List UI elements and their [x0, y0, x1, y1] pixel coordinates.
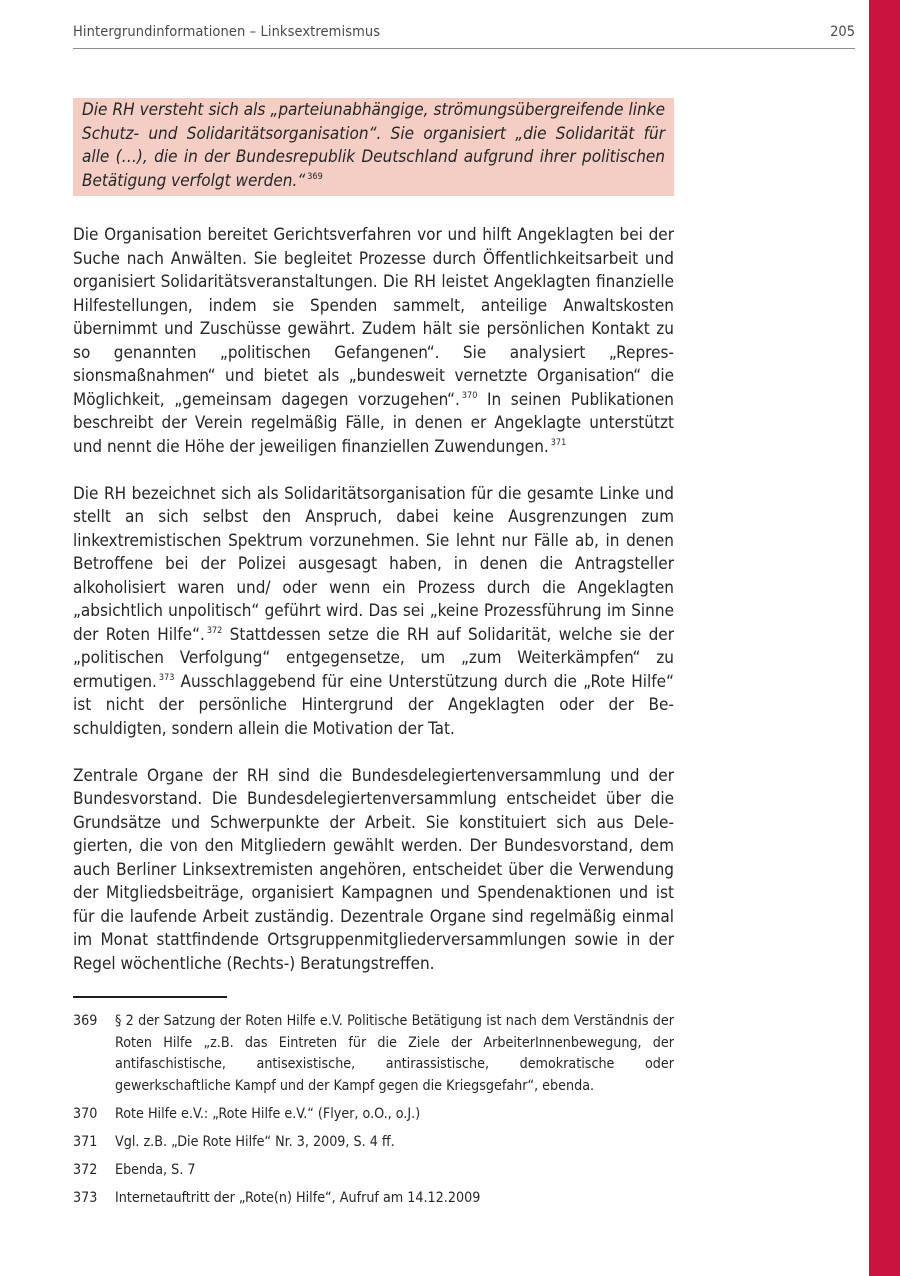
- footnote-item: [73, 1011, 674, 1097]
- footnote-number: 369: [73, 1013, 98, 1029]
- running-header: [73, 22, 855, 49]
- footnote-item: [73, 1132, 674, 1154]
- footnote-item: [73, 1104, 674, 1126]
- footnote-number: 373: [73, 1189, 98, 1206]
- footnote-ref[interactable]: 372: [206, 625, 223, 636]
- body-text: [73, 224, 674, 976]
- body-paragraph: [73, 224, 674, 459]
- paragraph-text: Die RH bezeichnet sich als Solidaritätsorganisation für die gesamte Linke und stellt an sich selbst den Anspruch, dabei keine Ausgrenzungen zum linkextremistischen Spektrum vorzunehmen. Sie lehnt nur Fälle ab, in denen Betroffene bei der Polizei ausgesagt haben, in denen die Antragsteller alkoholisiert waren und/ oder wenn ein Prozess durch die Angeklagten „absichtlich unpolitisch“ geführt wird. Das sei „keine Prozessführung im Sinne der Roten Hilfe“.: [73, 483, 674, 645]
- body-paragraph: [73, 483, 674, 742]
- footnote-ref[interactable]: 370: [461, 390, 478, 401]
- footnote-text: § 2 der Satzung der Roten Hilfe e.V. Politische Betätigung ist nach dem Verständnis der Roten Hilfe „z.B. das Eintreten für die Ziele der ArbeiterInnenbewegung, der antifaschistische, antisexistische, antirassistische, demokratische oder gewerkschaftliche Kampf und der Kampf gegen die Kriegsgefahr“, ebenda.: [115, 1013, 674, 1094]
- main-content: [73, 98, 674, 1000]
- highlighted-quote: [73, 98, 674, 196]
- footnote-number: 371: [73, 1133, 98, 1150]
- footnotes: [73, 1011, 674, 1216]
- paragraph-text: In seinen Publikationen beschreibt der Verein regelmäßig Fälle, in denen er Angeklagte unterstützt und nennt die Höhe der jeweiligen finanziellen Zuwendungen.: [73, 389, 674, 457]
- page-number: 205: [830, 24, 855, 40]
- paragraph-text: Die Organisation bereitet Gerichtsverfahren vor und hilft Angeklagten bei der Suche nach Anwälten. Sie begleitet Prozesse durch Öffentlichkeitsarbeit und organisiert Solidaritätsveranstaltungen. Die RH leistet Angeklagten finanzielle Hilfestellungen, indem sie Spenden sammelt, anteilige Anwaltskosten übernimmt und Zuschüsse gewährt. Zudem hält sie persönlichen Kontakt zu so genannten „politischen Gefangenen“. Sie analysiert „Repressionsmaßnahmen“ und bietet als „bundesweit vernetzte Organisation“ die Möglichkeit, „gemeinsam dagegen vorzugehen“.: [73, 225, 674, 410]
- footnote-number: 370: [73, 1105, 98, 1122]
- footnote-text: Rote Hilfe e.V.: „Rote Hilfe e.V.“ (Flyer, o.O., o.J.): [115, 1105, 421, 1122]
- footnote-item: [73, 1188, 674, 1210]
- quote-text: Die RH versteht sich als „parteiunabhängige, strömungsübergreifende linke Schutz- und Solidaritätsorganisation“. Sie organisiert „die Solidarität für alle (…), die in der Bundesrepublik Deutschland aufgrund ihrer politischen Betätigung verfolgt werden.“: [82, 100, 665, 191]
- footnote-number: 372: [73, 1161, 98, 1178]
- footnote-item: [73, 1160, 674, 1182]
- body-paragraph: [73, 765, 674, 977]
- footnote-divider: [73, 996, 227, 998]
- header-title: Hintergrundinformationen – Linksextremismus: [73, 24, 381, 40]
- footnote-text: Ebenda, S. 7: [115, 1161, 196, 1178]
- footnote-ref[interactable]: 371: [550, 437, 567, 448]
- footnote-text: Internetauftritt der „Rote(n) Hilfe“, Aufruf am 14.12.2009: [115, 1189, 481, 1206]
- paragraph-text: Ausschlaggebend für eine Unterstützung durch die „Rote Hilfe“ ist nicht der persönliche Hintergrund der Angeklagten oder der Beschuldigten, sondern allein die Motivation der Tat.: [73, 671, 674, 739]
- paragraph-text: Zentrale Organe der RH sind die Bundesdelegiertenversammlung und der Bundesvorstand. Die Bundesdelegiertenversammlung entscheidet über die Grundsätze und Schwerpunkte der Arbeit. Sie konstituiert sich aus Delegierten, die von den Mitgliedern gewählt werden. Der Bundesvorstand, dem auch Berliner Linksextremisten angehören, entscheidet über die Verwendung der Mitgliedsbeiträge, organisiert Kampagnen und Spendenaktionen und ist für die laufende Arbeit zuständig. Dezentrale Organe sind regelmäßig einmal im Monat stattfindende Ortsgruppenmitgliederversammlungen sowie in der Regel wöchentliche (Rechts-) Beratungstreffen.: [73, 765, 674, 974]
- footnote-text: Vgl. z.B. „Die Rote Hilfe“ Nr. 3, 2009, S. 4 ff.: [115, 1133, 395, 1150]
- red-edge-bar: [869, 0, 900, 1276]
- footnote-ref[interactable]: 369: [307, 171, 323, 182]
- footnote-ref[interactable]: 373: [158, 672, 175, 683]
- paragraph-text: Stattdessen setze die RH auf Solidarität, welche sie der „politischen Verfolgung“ entgegensetze, um „zum Weiterkämpfen“ zu ermutigen.: [73, 624, 674, 692]
